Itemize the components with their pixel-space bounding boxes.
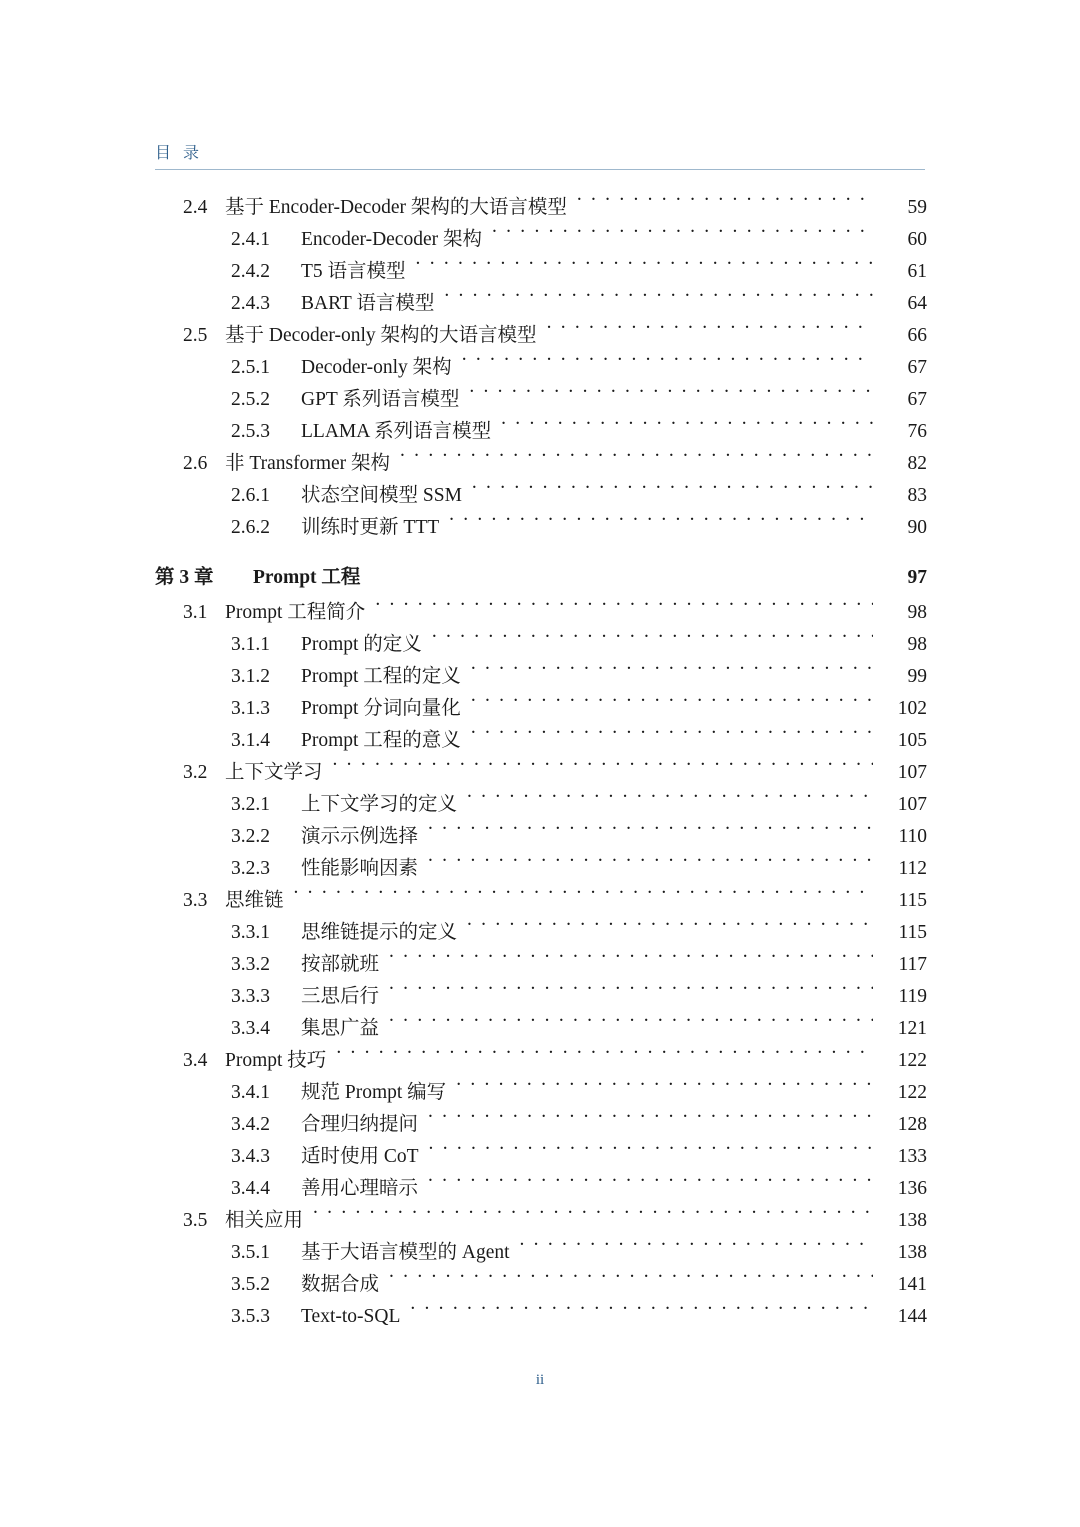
- toc-entry-number: 3.4.3: [231, 1146, 270, 1167]
- toc-leader-dots: [469, 386, 873, 406]
- toc-entry-row[interactable]: [155, 917, 927, 949]
- toc-entry-number: 2.4.1: [231, 229, 270, 250]
- toc-entry-number: 第 3 章: [155, 567, 214, 588]
- toc-entry-title: 非 Transformer 架构: [225, 453, 391, 474]
- toc-leader-dots: [333, 759, 873, 779]
- toc-entry-title: Decoder-only 架构: [301, 357, 452, 378]
- toc-leader-dots: [462, 354, 873, 374]
- toc-entry-row[interactable]: [155, 1077, 927, 1109]
- toc-entry-title: Prompt 工程的定义: [301, 666, 461, 687]
- toc-entry-page-number: 133: [897, 1146, 927, 1167]
- toc-entry-row[interactable]: [155, 853, 927, 885]
- toc-entry-page-number: 136: [897, 1178, 927, 1199]
- toc-entry-page-number: 144: [897, 1306, 927, 1327]
- toc-entry-page-number: 107: [897, 794, 927, 815]
- toc-entry-page-number: 110: [898, 826, 927, 847]
- toc-entry-number: 3.1.4: [231, 730, 270, 751]
- toc-entry-page-number: 83: [907, 485, 927, 506]
- toc-entry-page-number: 61: [907, 261, 927, 282]
- toc-entry-row[interactable]: [155, 1109, 927, 1141]
- toc-entry-page-number: 97: [907, 567, 927, 588]
- toc-leader-dots: [416, 258, 873, 278]
- toc-entry-number: 2.4: [183, 197, 208, 218]
- toc-entry-number: 3.4: [183, 1050, 208, 1071]
- toc-leader-dots: [467, 791, 873, 811]
- toc-entry-number: 2.6.1: [231, 485, 270, 506]
- toc-entry-page-number: 138: [897, 1210, 927, 1231]
- toc-entry-number: 2.6: [183, 453, 208, 474]
- toc-entry-title: 基于 Decoder-only 架构的大语言模型: [225, 325, 537, 346]
- toc-entry-number: 3.4.1: [231, 1082, 270, 1103]
- toc-entry-title: Prompt 分词向量化: [301, 698, 461, 719]
- toc-leader-dots: [547, 322, 873, 342]
- toc-entry-row[interactable]: [155, 885, 927, 917]
- toc-entry-title: 数据合成: [301, 1274, 380, 1295]
- toc-entry-title: 规范 Prompt 编写: [301, 1082, 447, 1103]
- toc-entry-title: 上下文学习: [225, 762, 323, 783]
- toc-entry-title: 基于 Encoder-Decoder 架构的大语言模型: [225, 197, 567, 218]
- toc-entry-row[interactable]: [155, 416, 927, 448]
- toc-entry-row[interactable]: [155, 256, 927, 288]
- toc-entry-row[interactable]: [155, 821, 927, 853]
- toc-entry-number: 3.3.3: [231, 986, 270, 1007]
- toc-entry-title: Prompt 工程的意义: [301, 730, 461, 751]
- toc-leader-dots: [389, 1015, 873, 1035]
- toc-entry-page-number: 67: [907, 357, 927, 378]
- toc-entry-title: 上下文学习的定义: [301, 794, 458, 815]
- page-header-label: 目 录: [155, 145, 204, 162]
- toc-leader-dots: [432, 631, 873, 651]
- toc-entry-page-number: 141: [897, 1274, 927, 1295]
- toc-entry-number: 3.1.1: [231, 634, 270, 655]
- toc-entry-row[interactable]: [155, 448, 927, 480]
- toc-entry-row[interactable]: [155, 1013, 927, 1045]
- toc-entry-title: LLAMA 系列语言模型: [301, 421, 492, 442]
- toc-leader-dots: [294, 887, 873, 907]
- toc-leader-dots: [471, 695, 873, 715]
- toc-entry-row[interactable]: [155, 1173, 927, 1205]
- toc-leader-dots: [471, 727, 873, 747]
- toc-entry-number: 3.5.1: [231, 1242, 270, 1263]
- header-divider: [155, 169, 925, 170]
- toc-entry-page-number: 66: [907, 325, 927, 346]
- toc-entry-title: 集思广益: [301, 1018, 380, 1039]
- toc-leader-dots: [428, 1111, 873, 1131]
- toc-entry-row[interactable]: [155, 789, 927, 821]
- toc-entry-title: Prompt 技巧: [225, 1050, 327, 1071]
- toc-entry-row[interactable]: [155, 981, 927, 1013]
- table-of-contents: [155, 192, 927, 1333]
- toc-entry-row[interactable]: [155, 693, 927, 725]
- toc-leader-dots: [410, 1303, 873, 1323]
- toc-entry-title: 三思后行: [301, 986, 380, 1007]
- toc-entry-row[interactable]: [155, 1269, 927, 1301]
- toc-entry-title: 按部就班: [301, 954, 380, 975]
- toc-leader-dots: [389, 983, 873, 1003]
- toc-entry-number: 3.4.2: [231, 1114, 270, 1135]
- toc-entry-title: Text-to-SQL: [301, 1306, 401, 1327]
- toc-entry-number: 3.3.4: [231, 1018, 270, 1039]
- toc-entry-title: BART 语言模型: [301, 293, 435, 314]
- toc-entry-row[interactable]: [155, 384, 927, 416]
- toc-entry-page-number: 117: [898, 954, 927, 975]
- toc-entry-number: 2.5.3: [231, 421, 270, 442]
- toc-entry-number: 3.2: [183, 762, 208, 783]
- toc-entry-page-number: 105: [897, 730, 927, 751]
- toc-leader-dots: [336, 1047, 873, 1067]
- toc-entry-row[interactable]: [155, 320, 927, 352]
- toc-entry-page-number: 112: [898, 858, 927, 879]
- toc-entry-row[interactable]: [155, 1301, 927, 1333]
- toc-entry-title: Prompt 工程简介: [225, 602, 366, 623]
- toc-entry-title: 思维链提示的定义: [301, 922, 458, 943]
- toc-leader-dots: [389, 951, 873, 971]
- toc-leader-dots: [577, 194, 873, 214]
- toc-entry-number: 2.4.2: [231, 261, 270, 282]
- toc-entry-page-number: 67: [907, 389, 927, 410]
- toc-entry-page-number: 76: [907, 421, 927, 442]
- toc-leader-dots: [471, 663, 873, 683]
- toc-entry-row[interactable]: [155, 480, 927, 512]
- toc-entry-title: T5 语言模型: [301, 261, 406, 282]
- toc-entry-number: 2.5.1: [231, 357, 270, 378]
- toc-entry-row[interactable]: [155, 512, 927, 544]
- toc-entry-number: 3.5: [183, 1210, 208, 1231]
- toc-entry-title: Prompt 的定义: [301, 634, 422, 655]
- toc-entry-number: 2.6.2: [231, 517, 270, 538]
- toc-leader-dots: [313, 1207, 873, 1227]
- toc-entry-number: 3.1: [183, 602, 208, 623]
- toc-entry-page-number: 64: [907, 293, 927, 314]
- toc-entry-page-number: 99: [907, 666, 927, 687]
- toc-entry-row[interactable]: [155, 288, 927, 320]
- toc-entry-title: 性能影响因素: [301, 858, 419, 879]
- toc-entry-page-number: 102: [897, 698, 927, 719]
- toc-leader-dots: [444, 290, 873, 310]
- toc-leader-dots: [428, 823, 873, 843]
- toc-entry-title: 合理归纳提问: [301, 1114, 419, 1135]
- toc-entry-page-number: 98: [907, 602, 927, 623]
- toc-entry-page-number: 60: [907, 229, 927, 250]
- toc-leader-dots: [520, 1239, 873, 1259]
- toc-entry-row[interactable]: [155, 757, 927, 789]
- toc-leader-dots: [467, 919, 873, 939]
- toc-entry-page-number: 115: [898, 890, 927, 911]
- toc-entry-row[interactable]: [155, 629, 927, 661]
- toc-entry-title: 训练时更新 TTT: [301, 517, 440, 538]
- toc-leader-dots: [429, 1143, 873, 1163]
- toc-entry-title: 思维链: [225, 890, 284, 911]
- toc-entry-number: 3.3: [183, 890, 208, 911]
- toc-entry-row[interactable]: [155, 1141, 927, 1173]
- toc-leader-dots: [400, 450, 873, 470]
- toc-leader-dots: [375, 599, 873, 619]
- toc-entry-page-number: 98: [907, 634, 927, 655]
- toc-entry-number: 3.2.2: [231, 826, 270, 847]
- toc-entry-title: 基于大语言模型的 Agent: [301, 1242, 510, 1263]
- toc-leader-dots: [428, 855, 873, 875]
- toc-entry-page-number: 82: [907, 453, 927, 474]
- toc-entry-page-number: 59: [907, 197, 927, 218]
- toc-leader-dots: [472, 482, 873, 502]
- toc-entry-number: 3.3.2: [231, 954, 270, 975]
- page-footer: [0, 1372, 1080, 1389]
- toc-leader-dots: [492, 226, 873, 246]
- toc-entry-page-number: 119: [898, 986, 927, 1007]
- toc-entry-number: 2.5.2: [231, 389, 270, 410]
- toc-entry-number: 3.5.3: [231, 1306, 270, 1327]
- toc-entry-title: 状态空间模型 SSM: [301, 485, 462, 506]
- toc-entry-page-number: 115: [898, 922, 927, 943]
- toc-entry-number: 2.4.3: [231, 293, 270, 314]
- toc-entry-title: Encoder-Decoder 架构: [301, 229, 482, 250]
- toc-entry-number: 3.2.1: [231, 794, 270, 815]
- toc-entry-row[interactable]: [155, 1205, 927, 1237]
- toc-entry-page-number: 107: [897, 762, 927, 783]
- toc-entry-number: 3.2.3: [231, 858, 270, 879]
- toc-entry-number: 3.1.2: [231, 666, 270, 687]
- toc-entry-page-number: 138: [897, 1242, 927, 1263]
- toc-leader-dots: [449, 514, 873, 534]
- toc-entry-page-number: 122: [897, 1082, 927, 1103]
- toc-entry-page-number: 122: [897, 1050, 927, 1071]
- toc-entry-title: 演示示例选择: [301, 826, 419, 847]
- toc-leader-dots: [370, 564, 873, 584]
- toc-entry-row[interactable]: [155, 192, 927, 224]
- toc-entry-row[interactable]: [155, 352, 927, 384]
- toc-entry-row[interactable]: [155, 661, 927, 693]
- toc-entry-number: 3.3.1: [231, 922, 270, 943]
- toc-entry-number: 3.1.3: [231, 698, 270, 719]
- toc-entry-title: 相关应用: [225, 1210, 304, 1231]
- toc-entry-page-number: 90: [907, 517, 927, 538]
- toc-entry-row[interactable]: [155, 224, 927, 256]
- toc-leader-dots: [456, 1079, 873, 1099]
- toc-entry-title: Prompt 工程: [253, 567, 361, 588]
- toc-entry-title: GPT 系列语言模型: [301, 389, 460, 410]
- toc-entry-number: 3.5.2: [231, 1274, 270, 1295]
- toc-leader-dots: [389, 1271, 873, 1291]
- toc-entry-row[interactable]: [155, 949, 927, 981]
- toc-leader-dots: [501, 418, 873, 438]
- footer-page-number: ii: [535, 1372, 545, 1388]
- toc-entry-row[interactable]: [155, 1045, 927, 1077]
- toc-chapter-row[interactable]: [155, 562, 927, 594]
- toc-entry-row[interactable]: [155, 597, 927, 629]
- toc-entry-number: 2.5: [183, 325, 208, 346]
- page-header: [155, 140, 925, 170]
- toc-entry-page-number: 121: [897, 1018, 927, 1039]
- toc-entry-title: 善用心理暗示: [301, 1178, 419, 1199]
- toc-entry-row[interactable]: [155, 1237, 927, 1269]
- toc-entry-page-number: 128: [897, 1114, 927, 1135]
- toc-entry-number: 3.4.4: [231, 1178, 270, 1199]
- toc-entry-row[interactable]: [155, 725, 927, 757]
- toc-leader-dots: [428, 1175, 873, 1195]
- toc-entry-title: 适时使用 CoT: [301, 1146, 419, 1167]
